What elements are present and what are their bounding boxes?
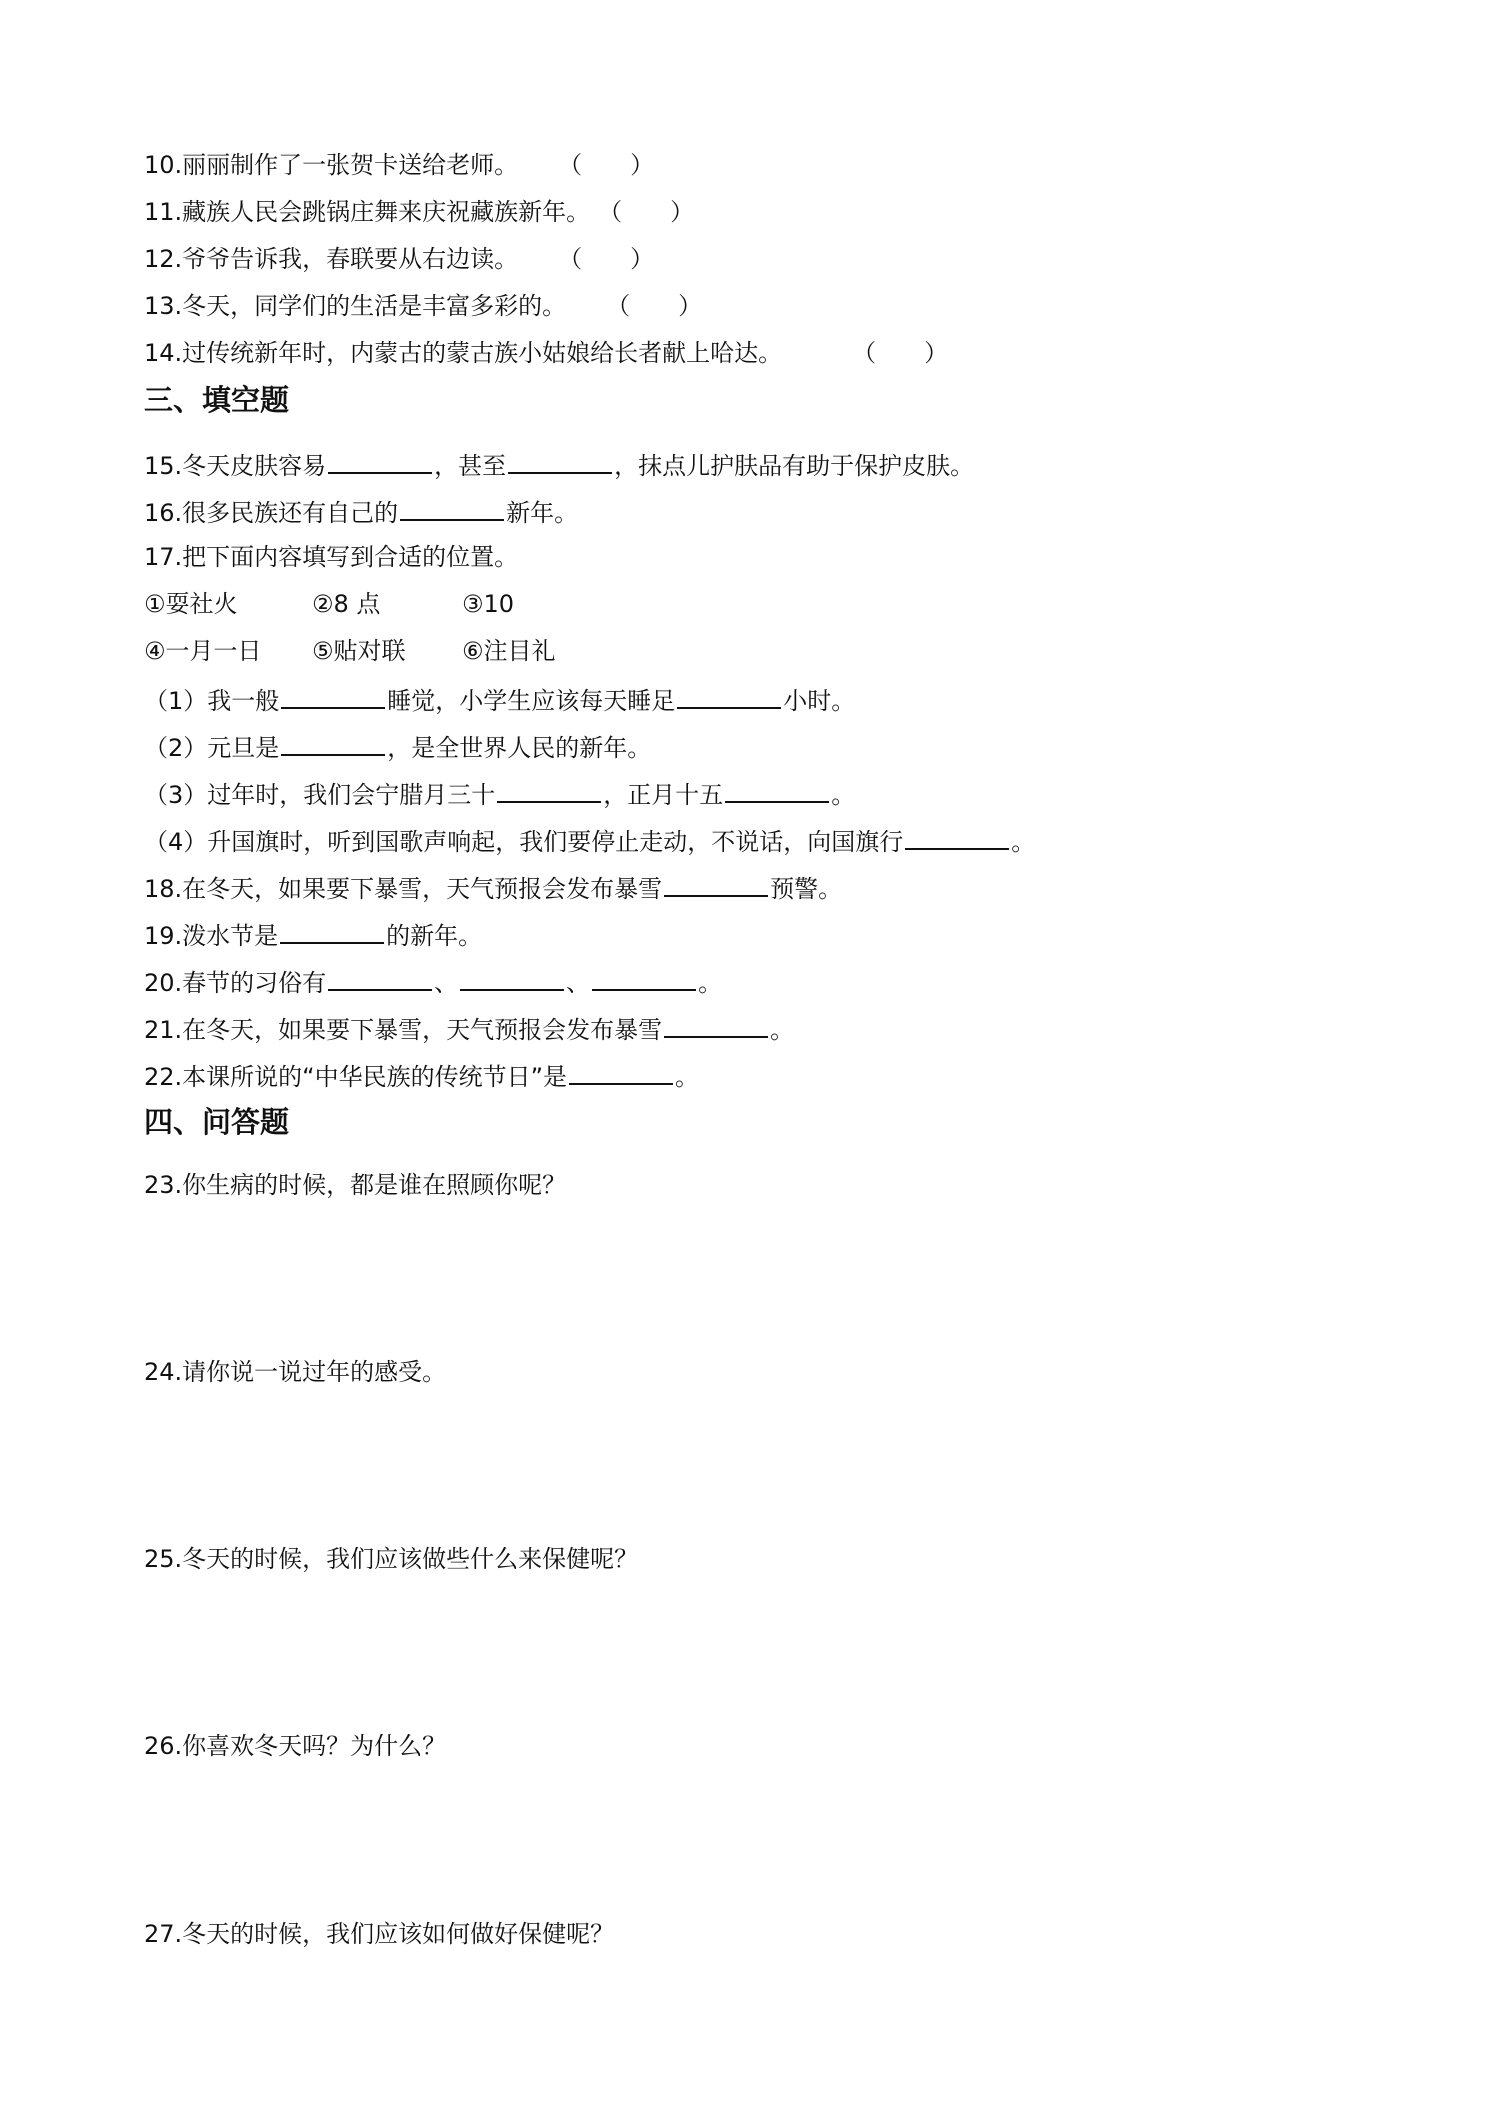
answer-blank[interactable] — [497, 775, 601, 803]
question-text: 20.春节的习俗有 — [144, 969, 327, 997]
fill-item-15 — [144, 446, 974, 483]
answer-blank[interactable] — [569, 1057, 673, 1085]
question-text: 17.把下面内容填写到合适的位置。 — [144, 543, 519, 571]
option-item: ⑥注目礼 — [462, 637, 556, 665]
qa-item-25: 25.冬天的时候，我们应该做些什么来保健呢？ — [144, 1545, 639, 1573]
tf-item-10 — [144, 148, 654, 182]
fill-sub-2 — [144, 728, 651, 765]
section-heading-qa: 四、问答题 — [144, 1105, 290, 1139]
question-text: 。 — [831, 781, 856, 809]
question-text: 小时。 — [783, 687, 856, 715]
question-text: 睡觉，小学生应该每天睡足 — [387, 687, 676, 715]
fill-item-19 — [144, 916, 482, 953]
answer-blank[interactable] — [281, 681, 385, 709]
answer-paren[interactable]: （ ） — [598, 198, 695, 226]
fill-item-17 — [144, 540, 518, 574]
option-item: ③10 — [462, 590, 515, 618]
answer-blank[interactable] — [664, 1010, 768, 1038]
option-item: ①耍社火 — [144, 590, 238, 618]
question-text: ，正月十五 — [603, 781, 724, 809]
question-text: 预警。 — [770, 875, 843, 903]
question-text: （3）过年时，我们会宁腊月三十 — [144, 781, 496, 809]
answer-blank[interactable] — [905, 822, 1009, 850]
answer-paren[interactable]: （ ） — [558, 245, 655, 273]
answer-paren[interactable]: （ ） — [852, 339, 949, 367]
question-text: 。 — [770, 1016, 795, 1044]
tf-item-12 — [144, 242, 654, 276]
tf-text: 10.丽丽制作了一张贺卡送给老师。 — [144, 151, 519, 179]
question-text: 19.泼水节是 — [144, 922, 279, 950]
option-item: ⑤贴对联 — [312, 637, 406, 665]
question-text: （4）升国旗时，听到国歌声响起，我们要停止走动，不说话，向国旗行 — [144, 828, 904, 856]
answer-blank[interactable] — [725, 775, 829, 803]
tf-text: 14.过传统新年时，内蒙古的蒙古族小姑娘给长者献上哈达。 — [144, 339, 783, 367]
fill-item-18 — [144, 869, 842, 906]
question-text: ，甚至 — [434, 452, 507, 480]
fill-sub-4 — [144, 822, 1035, 859]
answer-blank[interactable] — [677, 681, 781, 709]
options-row-1 — [144, 587, 554, 621]
fill-sub-3 — [144, 775, 855, 812]
answer-paren[interactable]: （ ） — [606, 292, 703, 320]
question-text: 的新年。 — [386, 922, 483, 950]
question-text: 16.很多民族还有自己的 — [144, 499, 399, 527]
question-text: 15.冬天皮肤容易 — [144, 452, 327, 480]
question-text: 。 — [698, 969, 723, 997]
tf-text: 11.藏族人民会跳锅庄舞来庆祝藏族新年。 — [144, 198, 591, 226]
qa-item-23: 23.你生病的时候，都是谁在照顾你呢？ — [144, 1171, 567, 1199]
option-item: ④一月一日 — [144, 637, 262, 665]
tf-item-13 — [144, 289, 702, 323]
answer-blank[interactable] — [328, 446, 432, 474]
section-heading-fill-in: 三、填空题 — [144, 383, 290, 417]
question-text: 18.在冬天，如果要下暴雪，天气预报会发布暴雪 — [144, 875, 663, 903]
fill-item-21 — [144, 1010, 794, 1047]
answer-blank[interactable] — [281, 728, 385, 756]
answer-blank[interactable] — [664, 869, 768, 897]
question-text: 。 — [1011, 828, 1036, 856]
tf-item-11 — [144, 195, 694, 229]
answer-blank[interactable] — [280, 916, 384, 944]
answer-blank[interactable] — [328, 963, 432, 991]
fill-item-20 — [144, 963, 722, 1000]
answer-paren[interactable]: （ ） — [558, 151, 655, 179]
fill-item-16 — [144, 493, 578, 530]
fill-sub-1 — [144, 681, 855, 718]
question-text: 21.在冬天，如果要下暴雪，天气预报会发布暴雪 — [144, 1016, 663, 1044]
answer-blank[interactable] — [460, 963, 564, 991]
options-row-2 — [144, 634, 596, 668]
tf-item-14 — [144, 336, 948, 370]
question-text: （1）我一般 — [144, 687, 280, 715]
qa-item-24: 24.请你说一说过年的感受。 — [144, 1358, 447, 1386]
qa-item-27: 27.冬天的时候，我们应该如何做好保健呢？ — [144, 1920, 615, 1948]
separator: 、 — [434, 969, 459, 997]
question-text: ，是全世界人民的新年。 — [387, 734, 652, 762]
answer-blank[interactable] — [592, 963, 696, 991]
question-text: ，抹点儿护肤品有助于保护皮肤。 — [614, 452, 975, 480]
qa-item-26: 26.你喜欢冬天吗？为什么？ — [144, 1732, 447, 1760]
question-text: （2）元旦是 — [144, 734, 280, 762]
question-text: 新年。 — [506, 499, 579, 527]
answer-blank[interactable] — [400, 493, 504, 521]
option-item: ②8 点 — [312, 590, 381, 618]
fill-item-22 — [144, 1057, 699, 1094]
tf-text: 12.爷爷告诉我，春联要从右边读。 — [144, 245, 519, 273]
answer-blank[interactable] — [508, 446, 612, 474]
separator: 、 — [566, 969, 591, 997]
question-text: 。 — [675, 1063, 700, 1091]
question-text: 22.本课所说的“中华民族的传统节日”是 — [144, 1063, 568, 1091]
tf-text: 13.冬天，同学们的生活是丰富多彩的。 — [144, 292, 567, 320]
